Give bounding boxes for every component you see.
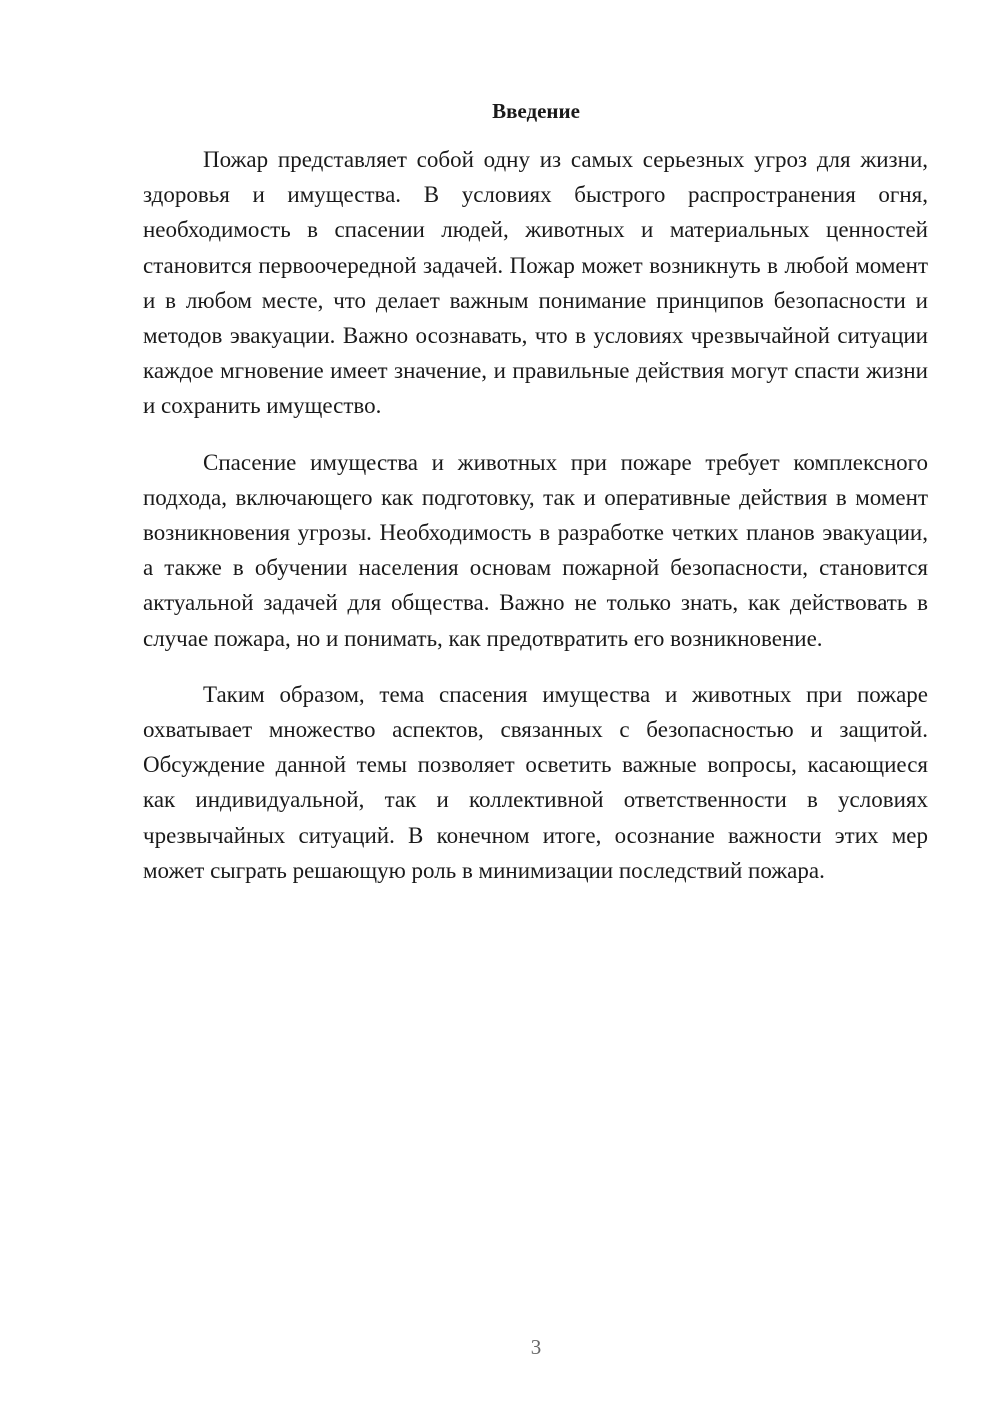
- paragraph-3: Таким образом, тема спасения имущества и животных при пожаре охватывает множество аспектов, связанных с безопасностью и защитой. Обсуждение данной темы позволяет осветить важные вопросы, касающиеся как индивидуальной, так и коллективной ответственности в условиях чрезвычайных ситуаций. В конечном итоге, осознание важности этих мер может сыграть решающую роль в минимизации последствий пожара.: [143, 681, 928, 883]
- page-number: 3: [530, 1335, 542, 1359]
- paragraph-1: Пожар представляет собой одну из самых серьезных угроз для жизни, здоровья и имущества. В условиях быстрого распространения огня, необходимость в спасении людей, животных и материальных ценностей становится первоочередной задачей. Пожар может возникнуть в любой момент и в любом месте, что делает важным понимание принципов безопасности и методов эвакуации. Важно осознавать, что в условиях чрезвычайной ситуации каждое мгновение имеет значение, и правильные действия могут спасти жизни и сохранить имущество.: [143, 147, 928, 419]
- section-title: Введение: [492, 99, 580, 123]
- paragraph-2: Спасение имущества и животных при пожаре требует комплексного подхода, включающего как подготовку, так и оперативные действия в момент возникновения угрозы. Необходимость в разработке четких планов эвакуации, а также в обучении населения основам пожарной безопасности, становится актуальной задачей для общества. Важно не только знать, как действовать в случае пожара, но и понимать, как предотвратить его возникновение.: [143, 449, 928, 651]
- body-text: [143, 142, 928, 909]
